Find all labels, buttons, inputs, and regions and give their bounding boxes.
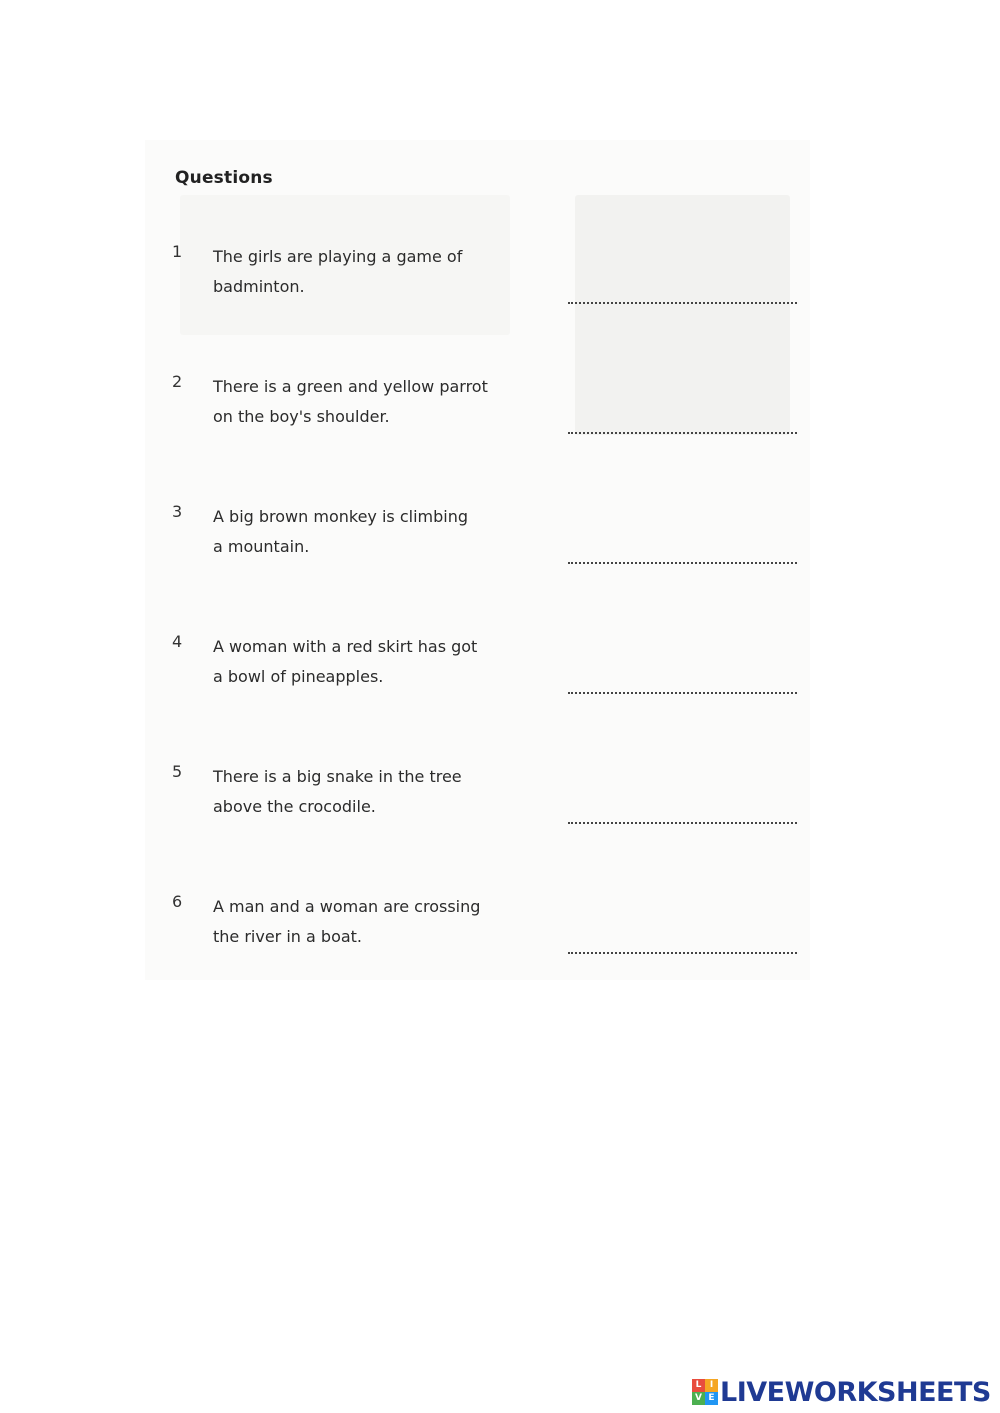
answer-field[interactable] [568, 540, 797, 564]
answer-field[interactable] [568, 410, 797, 434]
question-item [172, 242, 812, 322]
question-text [213, 632, 513, 692]
logo-icon-letter: L [692, 1379, 705, 1392]
question-item [172, 762, 812, 842]
liveworksheets-logo-icon [692, 1379, 718, 1405]
answer-field[interactable] [568, 280, 797, 304]
question-text-line: a bowl of pineapples. [213, 667, 384, 686]
logo-icon-letter: E [705, 1392, 718, 1405]
question-text-line: There is a green and yellow parrot [213, 377, 488, 396]
question-text [213, 502, 513, 562]
question-text-line: above the crocodile. [213, 797, 376, 816]
question-text-line: a mountain. [213, 537, 310, 556]
question-number: 5 [172, 762, 183, 781]
question-text-line: badminton. [213, 277, 305, 296]
logo-icon-letter: V [692, 1392, 705, 1405]
liveworksheets-logo [692, 1376, 991, 1408]
logo-icon-letter: I [705, 1379, 718, 1392]
question-text-line: A woman with a red skirt has got [213, 637, 478, 656]
question-text-line: the river in a boat. [213, 927, 363, 946]
page-title: Questions [175, 168, 273, 188]
question-text-line: A big brown monkey is climbing [213, 507, 469, 526]
question-item [172, 892, 812, 972]
question-text [213, 892, 513, 952]
question-number: 4 [172, 632, 183, 651]
answer-field[interactable] [568, 670, 797, 694]
question-text-line: The girls are playing a game of [213, 247, 463, 266]
answer-field[interactable] [568, 930, 797, 954]
question-number: 3 [172, 502, 183, 521]
question-text-line: There is a big snake in the tree [213, 767, 462, 786]
question-text [213, 762, 513, 822]
question-item [172, 372, 812, 452]
question-number: 6 [172, 892, 183, 911]
logo-text: LIVEWORKSHEETS [720, 1376, 991, 1408]
question-text-line: on the boy's shoulder. [213, 407, 390, 426]
question-number: 2 [172, 372, 183, 391]
question-number: 1 [172, 242, 183, 261]
question-item [172, 632, 812, 712]
question-text-line: A man and a woman are crossing [213, 897, 481, 916]
answer-field[interactable] [568, 800, 797, 824]
question-text [213, 242, 513, 302]
question-item [172, 502, 812, 582]
question-text [213, 372, 513, 432]
